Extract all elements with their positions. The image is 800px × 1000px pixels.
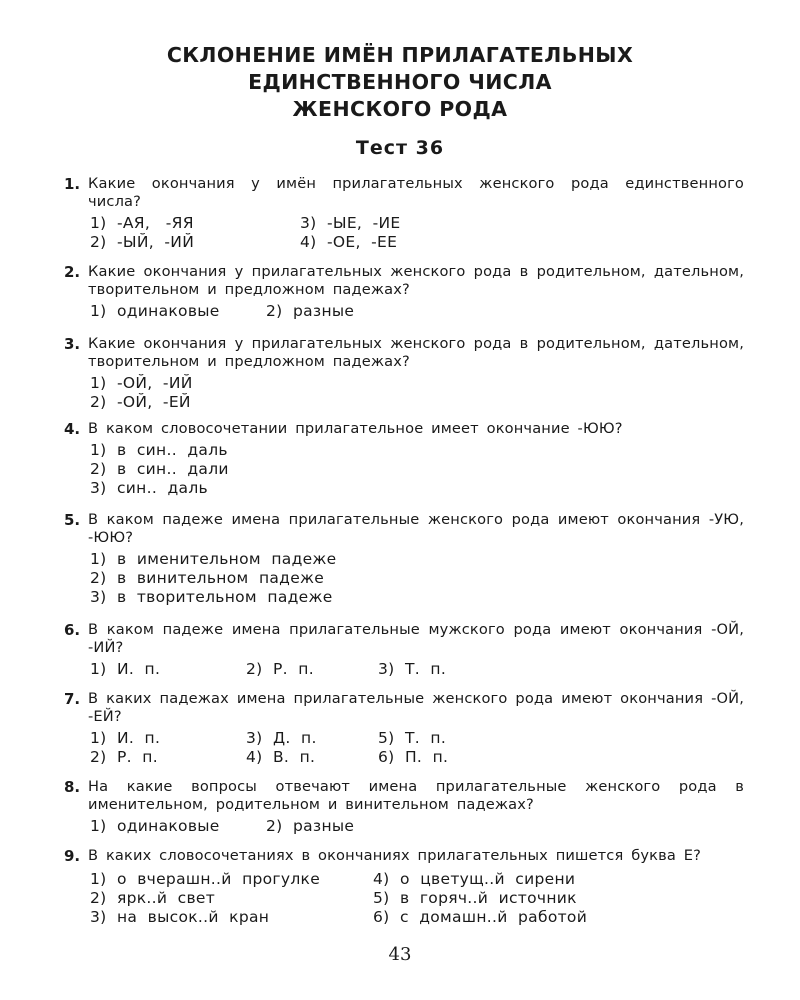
question-number: 1. [64,175,81,193]
answer-option: 2) -ОЙ, -ЕЙ [90,393,191,411]
question-2 [64,263,744,321]
title-line-3: ЖЕНСКОГО РОДА [292,97,508,121]
question-number: 3. [64,335,81,353]
answer-option: 1) одинаковые [90,302,220,320]
answer-option: 6) с домашн..й работой [373,907,588,926]
question-number: 7. [64,690,81,708]
answer-option: 2) разные [266,817,355,835]
answer-option: 1) о вчерашн..й прогулке [90,869,321,888]
answer-option: 2) -ЫЙ, -ИЙ [90,233,195,251]
answer-option: 3) на высок..й кран [90,907,270,926]
question-4 [64,420,744,498]
page-number: 43 [388,944,412,965]
answer-option: 3) -ЫЕ, -ИЕ [300,214,401,232]
question-number: 8. [64,778,81,796]
answer-option: 5) Т. п. [378,729,447,747]
question-number: 5. [64,511,81,529]
answer-option: 2) Р. п. [90,748,158,766]
answer-option: 3) в творительном падеже [90,588,333,606]
answer-option: 5) в горяч..й источник [373,888,577,907]
question-1 [64,175,744,252]
question-8 [64,778,744,836]
question-text: В каком словосочетании прилагательное имеет окончание -ЮЮ? [88,420,623,437]
test-label: Тест 36 [355,137,445,159]
answer-option: 3) Т. п. [378,660,447,678]
question-text: Какие окончания у прилагательных женского рода в родительном, дательном, творительном и предложном падежах? [88,335,744,370]
title-line-1: СКЛОНЕНИЕ ИМЁН ПРИЛАГАТЕЛЬНЫХ [166,43,634,67]
title-line-2: ЕДИНСТВЕННОГО ЧИСЛА [248,70,552,94]
question-9 [64,847,744,927]
question-number: 4. [64,420,81,438]
question-7 [64,690,744,767]
question-number: 9. [64,847,81,865]
question-number: 6. [64,621,81,639]
question-text: В каком падеже имена прилагательные женского рода имеют окончания -УЮ, -ЮЮ? [88,511,744,546]
answer-option: 1) в именительном падеже [90,550,337,568]
question-6 [64,621,744,679]
answer-option: 1) И. п. [90,729,161,747]
answer-option: 6) П. п. [378,748,449,766]
question-number: 2. [64,263,81,281]
answer-option: 2) в син.. дали [90,459,229,478]
answer-option: 2) разные [266,302,355,320]
answer-option: 2) в винительном падеже [90,569,325,587]
answer-option: 3) син.. даль [90,478,208,497]
answer-option: 4) -ОЕ, -ЕЕ [300,233,398,251]
question-text: В каких падежах имена прилагательные женского рода имеют окончания -ОЙ, -ЕЙ? [88,690,744,725]
question-text: Какие окончания у прилагательных женского рода в родительном, дательном, творительном и предложном падежах? [88,263,744,298]
question-text: На какие вопросы отвечают имена прилагательные женского рода в именительном, родительном и винительном падежах? [88,778,744,813]
answer-option: 1) в син.. даль [90,440,228,459]
answer-option: 4) В. п. [246,748,316,766]
question-text: В каких словосочетаниях в окончаниях прилагательных пишется буква Е? [88,847,701,864]
answer-option: 1) -АЯ, -ЯЯ [90,214,194,232]
answer-option: 2) ярк..й свет [90,888,216,907]
question-5 [64,511,744,607]
question-text: Какие окончания у имён прилагательных женского рода единственного числа? [88,175,744,210]
answer-option: 1) одинаковые [90,817,220,835]
answer-option: 2) Р. п. [246,660,314,678]
answer-option: 1) -ОЙ, -ИЙ [90,374,193,392]
question-text: В каком падеже имена прилагательные мужского рода имеют окончания -ОЙ, -ИЙ? [88,621,744,656]
question-3 [64,335,744,412]
answer-option: 4) о цветущ..й сирени [373,869,576,888]
answer-option: 1) И. п. [90,660,161,678]
answer-option: 3) Д. п. [246,729,317,747]
page-title [0,42,800,123]
